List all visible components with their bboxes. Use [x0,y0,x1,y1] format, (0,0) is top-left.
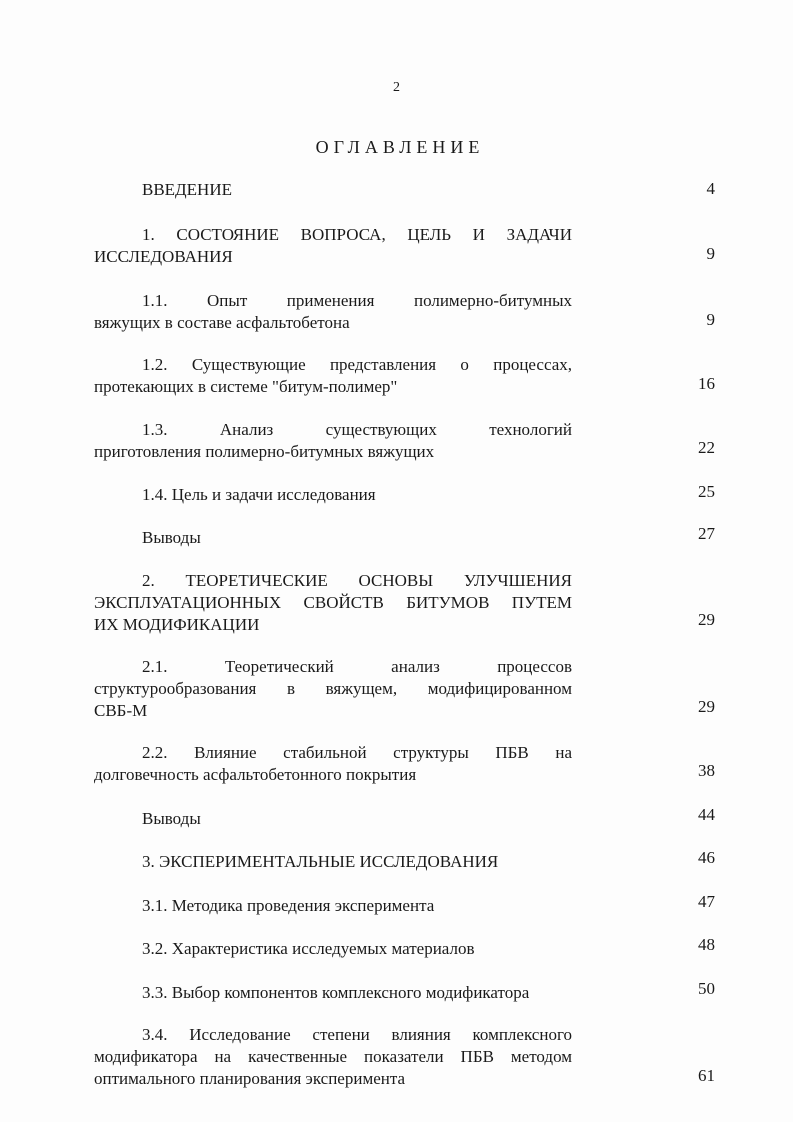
toc-entry-line: 1.2. Существующие представления о процессах, [142,355,572,374]
toc-entry-page: 44 [698,805,715,824]
toc-entry-page: 25 [698,482,715,501]
toc-title: ОГЛАВЛЕНИЕ [315,137,485,157]
toc-entry-line: протекающих в системе "битум-полимер" [94,377,398,396]
toc-entry-page: 38 [698,761,715,780]
toc-entry-page: 9 [706,310,715,329]
toc-entry-line: 1. СОСТОЯНИЕ ВОПРОСА, ЦЕЛЬ И ЗАДАЧИ [142,225,572,244]
toc-entry-page: 22 [698,438,715,457]
toc-entry-chapter-1[interactable] [94,224,572,268]
toc-entry-page: 29 [698,610,715,629]
toc-entry-page: 47 [698,892,715,911]
toc-entry-1-4[interactable] [94,484,572,506]
toc-entry-page: 48 [698,935,715,954]
toc-entry-line: структурообразования в вяжущем, модифицированном [94,679,572,698]
toc-entry-chapter-3[interactable] [94,851,572,873]
toc-entry-3-3[interactable] [94,982,572,1004]
toc-entry-line: долговечность асфальтобетонного покрытия [94,765,417,784]
toc-entry-3-4[interactable] [94,1024,572,1090]
toc-entry-line: 3.4. Исследование степени влияния комплексного [142,1025,572,1044]
toc-entry-line: ВВЕДЕНИЕ [142,180,232,199]
toc-entry-line: ИХ МОДИФИКАЦИИ [94,615,260,634]
toc-entry-1-2[interactable] [94,354,572,398]
toc-entry-line: ЭКСПЛУАТАЦИОННЫХ СВОЙСТВ БИТУМОВ ПУТЕМ [94,593,572,612]
toc-entry-page: 61 [698,1066,715,1085]
toc-entry-line: 3.1. Методика проведения эксперимента [142,896,435,915]
toc-entry-introduction[interactable] [94,179,572,201]
toc-entry-conclusions-2[interactable] [94,808,572,830]
toc-entry-line: 1.4. Цель и задачи исследования [142,485,376,504]
toc-entry-conclusions-1[interactable] [94,527,572,549]
toc-entry-line: модификатора на качественные показатели ПБВ методом [94,1047,572,1066]
toc-entry-page: 29 [698,697,715,716]
toc-entry-page: 16 [698,374,715,393]
toc-entry-line: 1.3. Анализ существующих технологий [142,420,572,439]
toc-entry-line: 2.1. Теоретический анализ процессов [142,657,572,676]
toc-entry-3-1[interactable] [94,895,572,917]
page-number: 2 [393,80,400,95]
toc-entry-line: Выводы [142,528,201,547]
toc-entry-2-2[interactable] [94,742,572,786]
toc-entry-page: 50 [698,979,715,998]
toc-entry-line: 2.2. Влияние стабильной структуры ПБВ на [142,743,572,762]
toc-entry-page: 46 [698,848,715,867]
toc-entry-line: 1.1. Опыт применения полимерно-битумных [142,291,572,310]
toc-entry-chapter-2[interactable] [94,570,572,636]
toc-entry-1-3[interactable] [94,419,572,463]
toc-entry-page: 9 [706,244,715,263]
toc-entry-line: 2. ТЕОРЕТИЧЕСКИЕ ОСНОВЫ УЛУЧШЕНИЯ [142,571,572,590]
toc-entry-line: 3. ЭКСПЕРИМЕНТАЛЬНЫЕ ИССЛЕДОВАНИЯ [142,852,499,871]
toc-entry-line: приготовления полимерно-битумных вяжущих [94,442,435,461]
toc-entry-line: вяжущих в составе асфальтобетона [94,313,350,332]
toc-entry-3-2[interactable] [94,938,572,960]
toc-entry-2-1[interactable] [94,656,572,722]
toc-entry-line: 3.3. Выбор компонентов комплексного модификатора [142,983,530,1002]
toc-entry-line: СВБ-М [94,701,148,720]
toc-entry-line: Выводы [142,809,201,828]
toc-entry-page: 4 [706,179,715,198]
toc-entry-page: 27 [698,524,715,543]
toc-entry-line: ИССЛЕДОВАНИЯ [94,247,233,266]
toc-entry-line: 3.2. Характеристика исследуемых материалов [142,939,475,958]
toc-entry-line: оптимального планирования эксперимента [94,1069,406,1088]
toc-entry-1-1[interactable] [94,290,572,334]
